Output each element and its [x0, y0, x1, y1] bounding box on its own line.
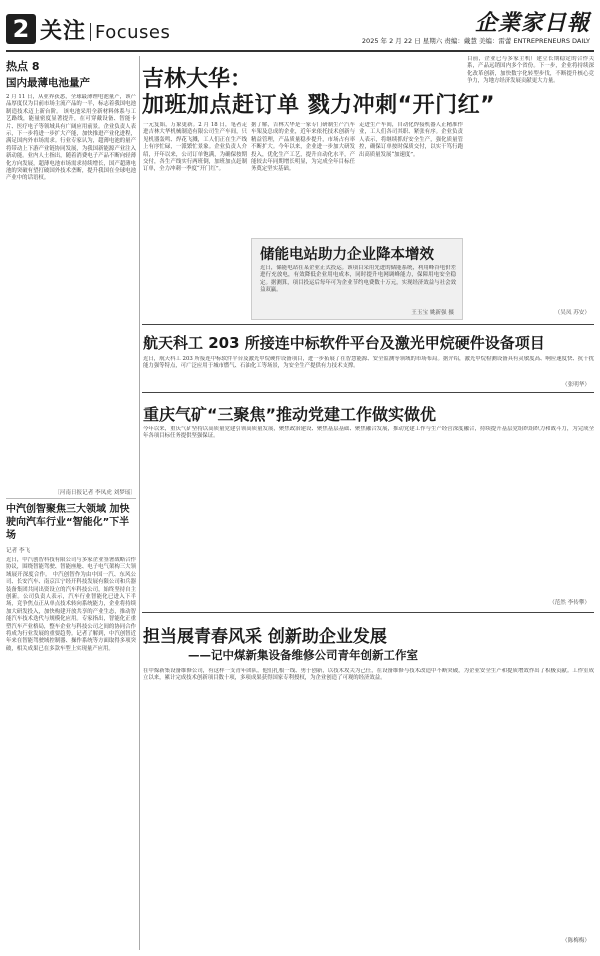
- left-top-credit: 〔河南日报记者 李凤虎 刘梦瑶〕: [54, 490, 136, 496]
- issue-meta: 2025 年 2 月 22 日 星期六 责编：戴慧 美编：雷蕾 ENTREPRENEURS DAILY: [361, 37, 590, 45]
- masthead: [0, 0, 600, 58]
- section-title-cn: 关注: [40, 19, 87, 44]
- left-top-text-rest: 该电池采用全新材料体系与工艺路线，能量密度显著提升，在可穿戴设备、智能卡片、医疗电子等领域具有广阔应用前景。企业负责人表示，下一步将进一步扩大产能，加快推进产业化进程，满足国内外市场需求。行业专家认为，超薄电池的量产将带动上下游产业链协同发展，为我国新能源产业注入新动能。业内人士指出，随着消费电子产品不断向轻薄化方向发展，超薄电池市场需求持续增长，国产超薄电池的突破有望打破国外技术垄断，提升我国在全球电池产业中的话语权。: [6, 108, 136, 182]
- feature-title-line1: 吉林大华：: [142, 67, 253, 92]
- feature-text-col4: 目前，企业已与多家主机厂建立长期稳定的合作关系，产品远销国内多个省份。下一步，企业将持续深化改革创新，加快数字化转型步伐，不断提升核心竞争力，为地方经济发展贡献更大力量。: [467, 56, 594, 85]
- article2-title: 航天科工 203 所接连中标软件平台及激光甲烷硬件设备项目: [143, 334, 545, 352]
- column-divider: [139, 56, 140, 950]
- article3-title: 重庆气矿“三聚焦”推动党建工作做实做优: [143, 405, 437, 424]
- storage-box-credit: 王玉宝 姚新强 摄: [411, 310, 454, 316]
- section-title-en: Focuses: [95, 22, 171, 43]
- left-bottom-text-rest: 中汽创智作为由中国一汽、东风公司、长安汽车、南京江宁经开科技发展有限公司和兵器装备集团共同出资设立的汽车科技公司，始终坚持自主创新。公司负责人表示，汽车行业智能化已进入下半场，竞争焦点正从单点技术转向系统能力，企业将持续加大研发投入，加快构建开放共享的产业生态，推动智能汽车技术迭代与规模化应用。专家指出，智能化正重塑汽车产业格局，整车企业与科技公司之间的协同合作将成为行业发展的重要趋势。记者了解到，中汽创智近年来在智能驾驶域控制器、操作系统等方面取得多项突破，相关成果已在多款车型上实现量产应用。: [6, 571, 136, 652]
- page-number: 2: [6, 14, 36, 44]
- feature-text-col2: 据了解，吉林大华是一家专门研制生产汽车车架及总成的企业，近年来依托技术创新与精益管理，产品质量稳步提升，市场占有率不断扩大。今年以来，企业进一步加大研发投入，优化生产工艺，提升自动化水平，产能较去年同期增长明显，为完成全年目标任务奠定坚实基础。: [251, 122, 355, 173]
- newspaper-logo: 企業家日報: [474, 10, 590, 36]
- left-top-title: 国内最薄电池量产: [6, 77, 90, 89]
- section-divider: [90, 23, 91, 41]
- article4-credit: （陈梅梅）: [562, 938, 590, 944]
- left-bottom-byline: 记者 李飞: [6, 548, 31, 554]
- left-bottom-text-first: 近日，中汽创智科技有限公司与多家企业签署战略合作协议，围绕智能驾驶、智能座舱、电子电气架构三大领域展开深度合作。: [6, 557, 136, 578]
- left-top-body: [6, 94, 136, 486]
- article2-credit: （张明华）: [562, 382, 590, 388]
- left-bottom-title: 中汽创智聚焦三大领域 加快驶向汽车行业“智能化”下半场: [6, 504, 130, 541]
- feature-text-col3: 走进生产车间，自动化焊接机器人正精准作业，工人们各司其职、紧张有序。企业负责人表示，将继续抓好安全生产，强化质量管控，确保订单按时保质交付，以实干笃行跑出高质量发展“加速度”。: [359, 122, 463, 158]
- rule-3: [142, 612, 594, 613]
- left-divider: [6, 498, 136, 499]
- feature-credit: （吴凤 苏安）: [554, 310, 590, 316]
- article3-body: 今年以来，重庆气矿坚持以高质量党建引领高质量发展，聚焦政治建设、聚焦基层基础、聚焦融合发展，推动党建工作与生产经营深度融合，持续提升基层党组织组织力和战斗力，为完成全年各项目标任务提供坚强保证。: [143, 426, 594, 440]
- left-news-top: [6, 54, 136, 494]
- article2-body: 近日，航天科工 203 所接连中标软件平台及激光甲烷硬件设备项目，进一步拓展了在智慧能源、安全监测等领域的市场布局。据介绍，激光甲烷检测设备具有灵敏度高、响应速度快、抗干扰能力强等特点，可广泛应用于城市燃气、石油化工等场景，为安全生产提供有力技术支撑。: [143, 356, 594, 370]
- rule-2: [142, 392, 594, 393]
- storage-box-text: 近日，储能电站在某企业正式投运。该项目采用先进的储能系统，利用峰谷电价差进行充放电，有效降低企业用电成本，同时提升电网调峰能力，保障用电安全稳定。据测算，项目投运后每年可为企业节约电费数十万元，实现经济效益与社会效益双赢。: [260, 265, 456, 294]
- feature-title-line2: 加班加点赶订单 戮力冲刺“开门红”: [142, 93, 496, 118]
- left-bottom-body: [6, 557, 136, 942]
- article4-body: 在中煤新集设备维修公司，有这样一支青年团队，他们扎根一线、勇于创新，以技术攻关为己任，在设备维修与技术改造中不断突破，为企业安全生产和提质增效作出了积极贡献。工作室成立以来，累计完成技术创新项目数十项，多项成果获得国家专利授权，为企业创造了可观的经济效益。: [143, 668, 594, 682]
- storage-box-title: 储能电站助力企业降本增效: [260, 247, 434, 263]
- storage-box: [251, 238, 463, 320]
- left-news-bottom: [6, 502, 136, 950]
- feature-text-col1: 一元复始，万象更新。2 月 18 日，笔者走进吉林大华机械制造有限公司生产车间，只见机器轰鸣、焊花飞溅，工人们正在生产线上有序忙碌，一派繁忙景象。企业负责人介绍，开年以来，公司订单饱满，为确保按期交付，各生产线实行两班倒，加班加点赶制订单，全力冲刺一季度“开门红”。: [143, 122, 247, 173]
- section-title: [40, 14, 170, 45]
- article4-title: 担当展青春风采 创新助企业发展: [143, 627, 387, 647]
- left-top-text-first: 2 月 11 日，从业界获悉，全球最薄锂电池量产，该产品厚度仅为目前市场主流产品的一半，标志着我国电池制造技术迈上新台阶。: [6, 94, 136, 115]
- article4-subtitle: ——记中煤新集设备维修公司青年创新工作室: [188, 648, 418, 662]
- header-rule: [6, 50, 594, 52]
- rule-1: [142, 324, 594, 325]
- article3-credit: （范然 李传攀）: [549, 600, 590, 606]
- left-top-tag: 热点 8: [6, 60, 40, 73]
